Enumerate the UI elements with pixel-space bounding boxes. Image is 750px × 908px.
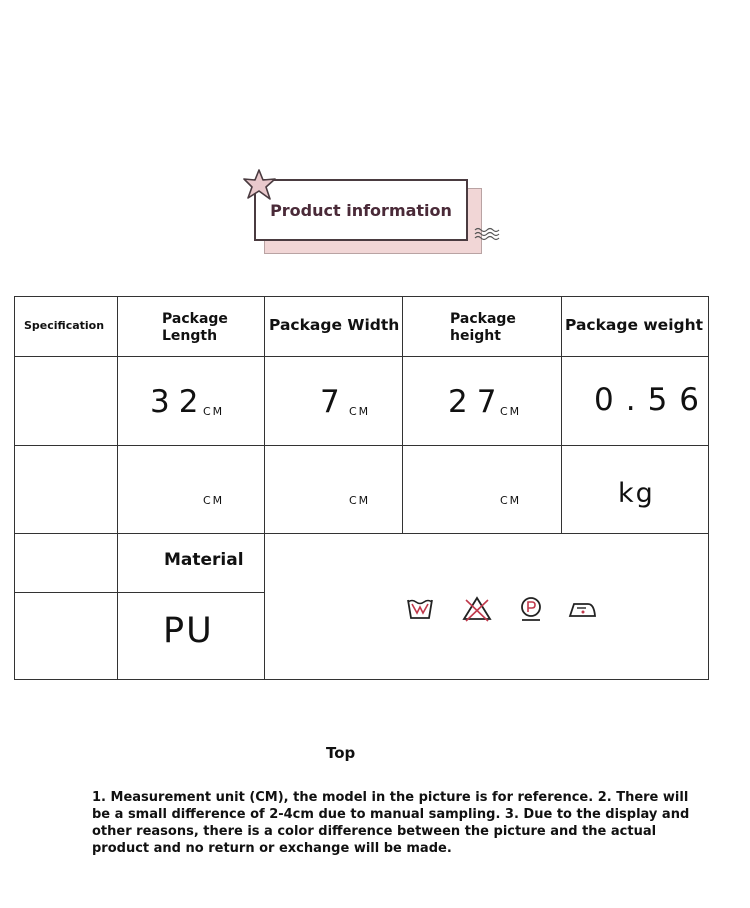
product-info-badge (242, 168, 504, 258)
height-unit-2: CM (500, 494, 522, 507)
header-width: Package Width (269, 316, 400, 334)
length-value: 32 (150, 384, 208, 420)
height-unit: CM (500, 405, 522, 418)
weight-value: 0.56 (594, 382, 712, 418)
star-icon (242, 168, 278, 202)
length-unit-2: CM (203, 494, 225, 507)
waves-icon (474, 226, 502, 242)
top-label: Top (326, 744, 356, 762)
table-divider (14, 356, 709, 357)
header-height-line2: height (450, 328, 501, 344)
header-specification: Specification (24, 319, 105, 332)
header-height (450, 311, 516, 345)
height-value: 27 (448, 384, 506, 420)
material-value: PU (163, 611, 214, 651)
header-weight: Package weight (565, 316, 704, 334)
table-divider (14, 592, 264, 593)
no-bleach-icon (462, 596, 492, 622)
table-divider (117, 296, 118, 680)
low-iron-icon (568, 596, 598, 622)
table-divider (264, 296, 265, 680)
material-label: Material (164, 550, 244, 570)
width-unit: CM (349, 405, 371, 418)
width-value: 7 (320, 384, 349, 420)
table-divider (14, 445, 709, 446)
table-divider (561, 296, 562, 533)
header-length-line1: Package (162, 311, 228, 327)
width-unit-2: CM (349, 494, 371, 507)
header-length (162, 311, 228, 345)
table-divider (14, 533, 709, 534)
weight-unit: kg (618, 478, 655, 509)
header-length-line2: Length (162, 328, 218, 344)
measurement-notes: 1. Measurement unit (CM), the model in the picture is for reference. 2. There will be a small difference of 2-4cm due to manual sampling. 3. Due to the display and other reasons, there is a color difference between the picture and the actual product and no return or exchange will be made. (92, 790, 690, 856)
length-unit: CM (203, 405, 225, 418)
header-height-line1: Package (450, 311, 516, 327)
spec-table (14, 296, 712, 680)
dry-clean-p-icon (519, 596, 543, 622)
hand-wash-icon (405, 596, 435, 622)
page-title: Product information (270, 200, 452, 220)
badge-title-box (254, 179, 468, 241)
table-divider (402, 296, 403, 533)
